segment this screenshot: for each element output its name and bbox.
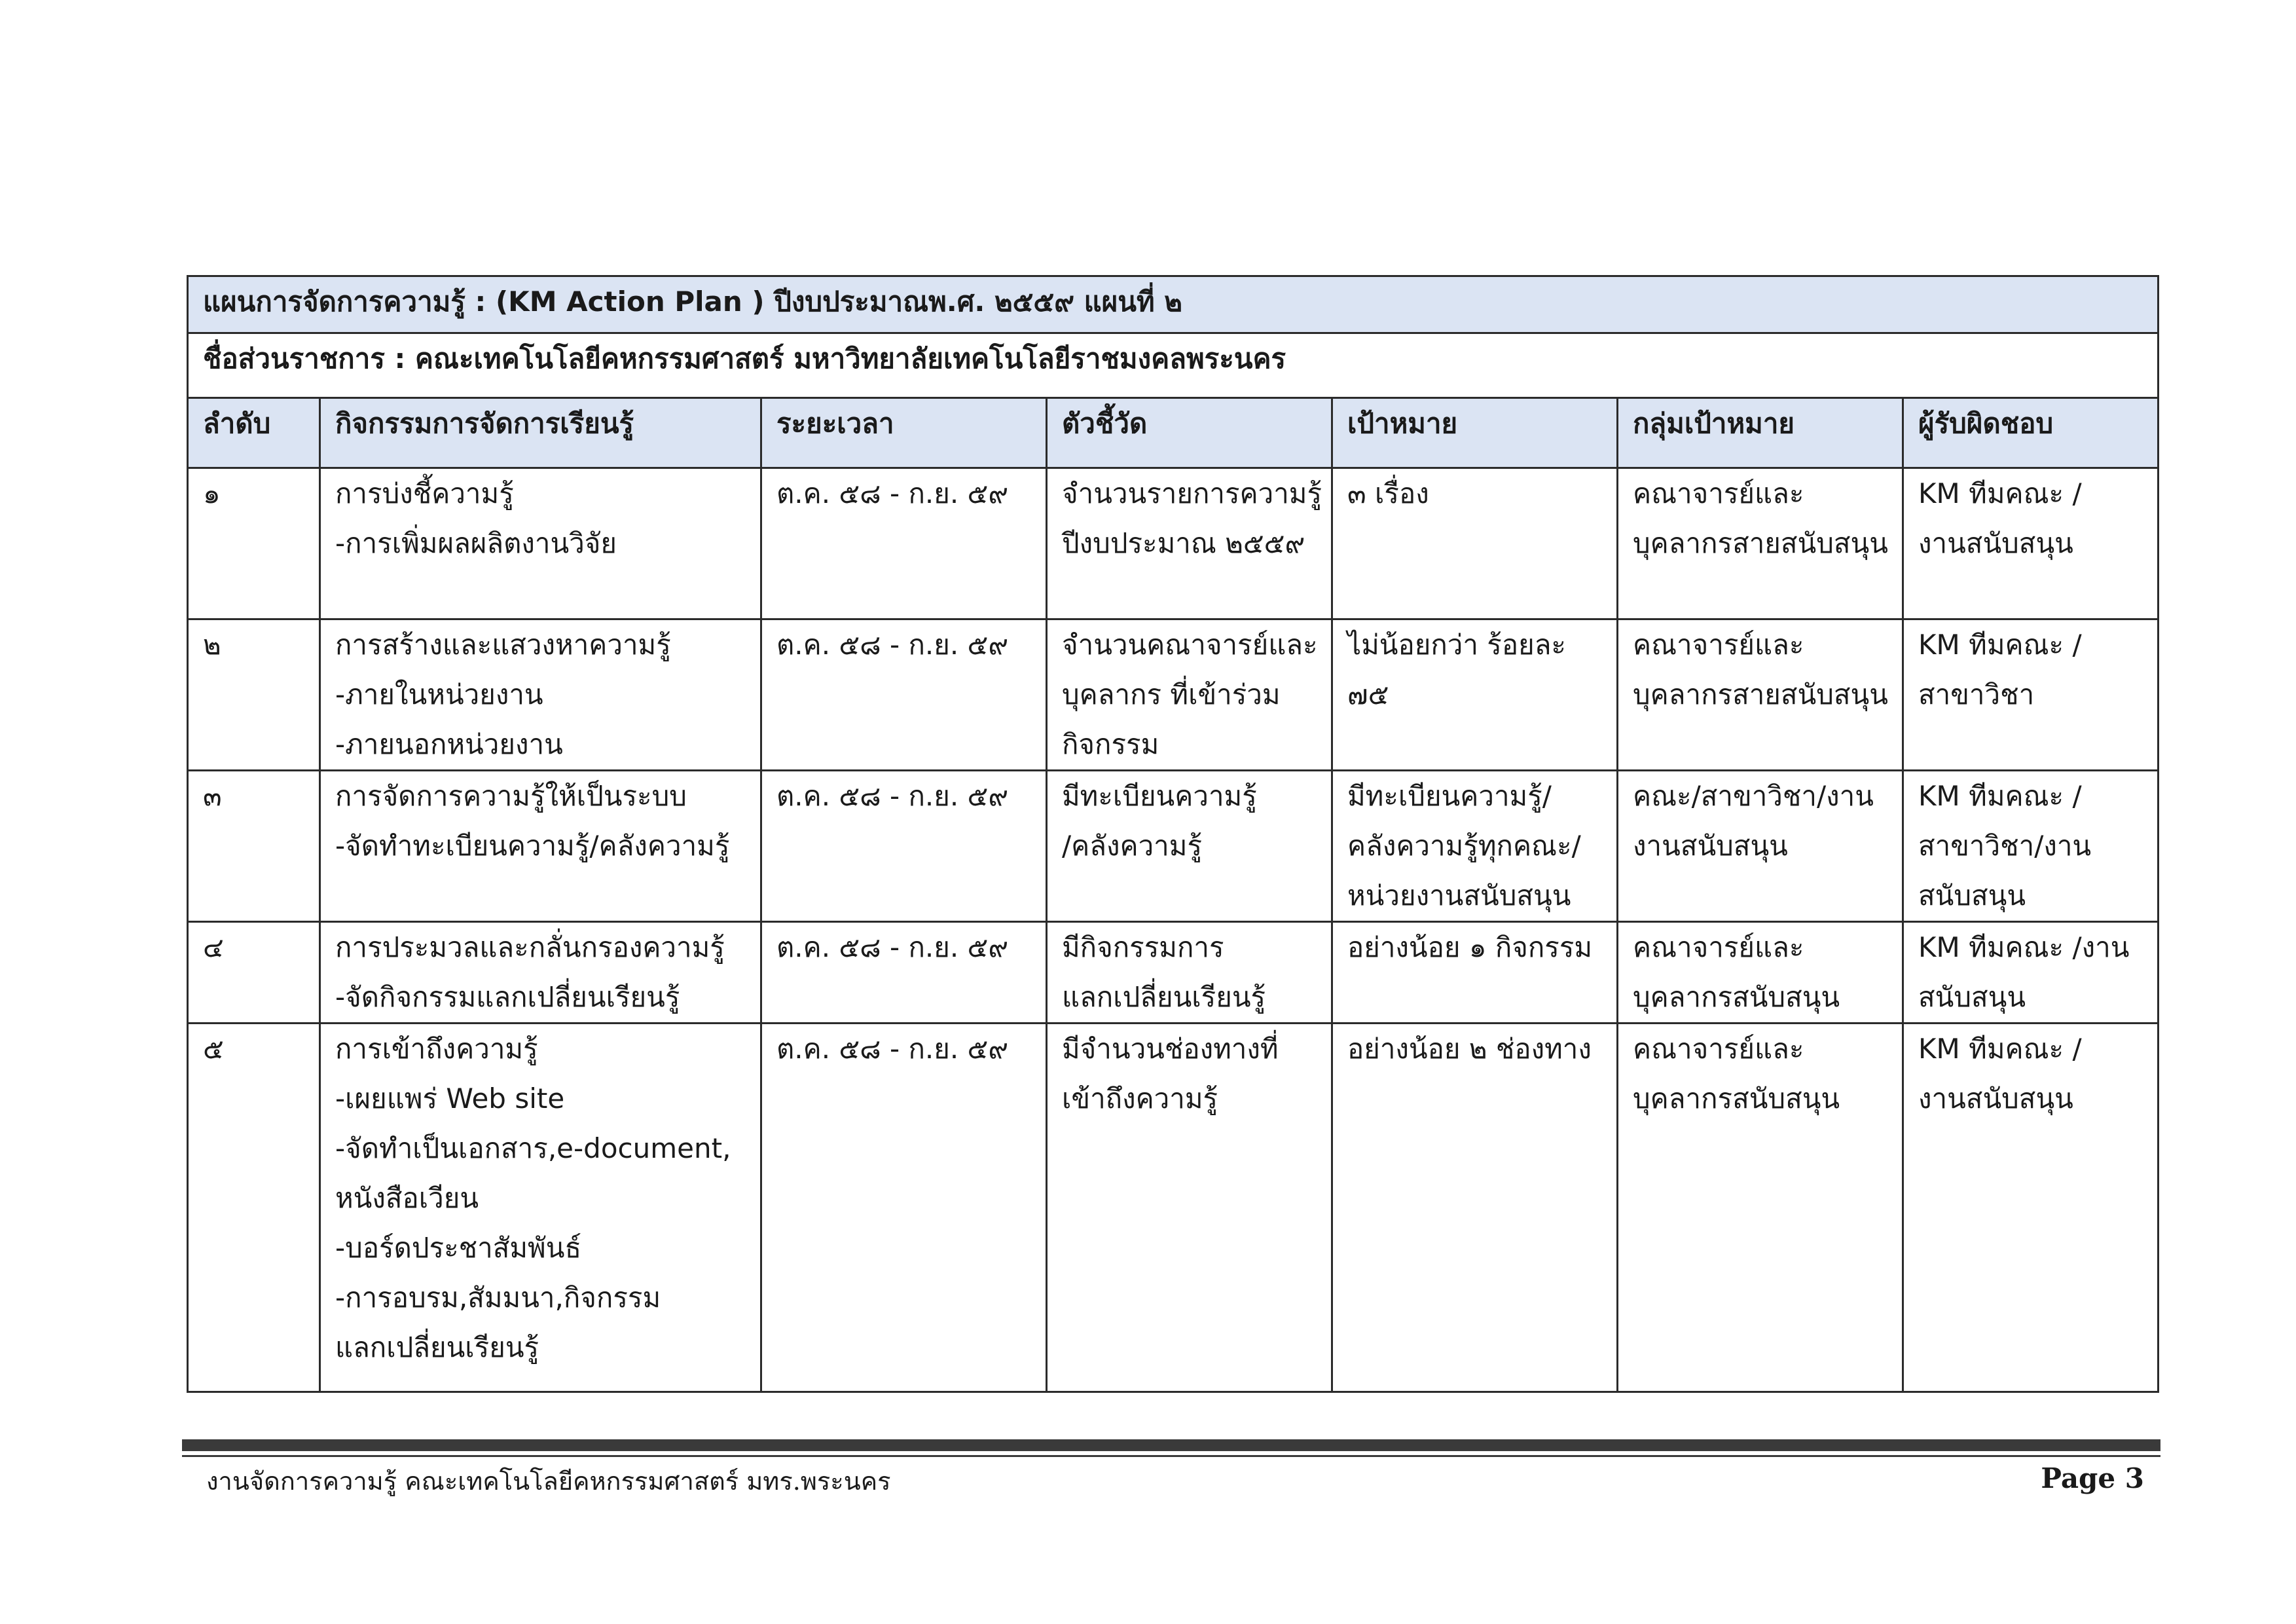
footer-divider bbox=[182, 1439, 2160, 1451]
header-period: ระยะเวลา bbox=[761, 398, 1047, 468]
activity-line: การบ่งชี้ความรู้ bbox=[335, 477, 514, 509]
table-row bbox=[188, 771, 2159, 922]
target-group-line: งานสนับสนุน bbox=[1633, 830, 1788, 862]
responsible-line: งานสนับสนุน bbox=[1918, 1082, 2073, 1115]
header-responsible: ผู้รับผิดชอบ bbox=[1903, 398, 2159, 468]
footer-divider-thin bbox=[182, 1455, 2160, 1457]
row-target-group bbox=[1618, 1024, 1903, 1392]
activity-line: -จัดกิจกรรมแลกเปลี่ยนเรียนรู้ bbox=[335, 981, 680, 1013]
row-responsible bbox=[1903, 922, 2159, 1024]
indicator-line: ปีงบประมาณ ๒๕๕๙ bbox=[1062, 527, 1305, 559]
target-group-line: คณาจารย์และ bbox=[1633, 931, 1804, 963]
indicator-line: จำนวนคณาจารย์และ bbox=[1062, 629, 1318, 661]
activity-line: -จัดทำทะเบียนความรู้/คลังความรู้ bbox=[335, 830, 730, 862]
table-row bbox=[188, 619, 2159, 771]
indicator-line: บุคลากร ที่เข้าร่วม bbox=[1062, 678, 1281, 710]
department-row bbox=[188, 333, 2159, 398]
row-period: ต.ค. ๕๘ - ก.ย. ๕๙ bbox=[761, 468, 1047, 619]
department-name: ชื่อส่วนราชการ : คณะเทคโนโลยีคหกรรมศาสตร์ มหาวิทยาลัยเทคโนโลยีราชมงคลพระนคร bbox=[188, 333, 2159, 398]
row-no: ๓ bbox=[188, 771, 320, 922]
indicator-line: กิจกรรม bbox=[1062, 728, 1159, 760]
row-activity bbox=[320, 619, 761, 771]
header-target: เป้าหมาย bbox=[1332, 398, 1618, 468]
activity-line: -การเพิ่มผลผลิตงานวิจัย bbox=[335, 527, 617, 559]
target-line: ๗๕ bbox=[1347, 678, 1389, 710]
activity-line: -การอบรม,สัมมนา,กิจกรรม bbox=[335, 1282, 661, 1314]
target-group-line: คณาจารย์และ bbox=[1633, 1033, 1804, 1065]
row-indicator bbox=[1047, 468, 1332, 619]
activity-line: การเข้าถึงความรู้ bbox=[335, 1033, 538, 1065]
target-line: ๓ เรื่อง bbox=[1347, 477, 1429, 509]
activity-line: หนังสือเวียน bbox=[335, 1182, 479, 1214]
row-period: ต.ค. ๕๘ - ก.ย. ๕๙ bbox=[761, 1024, 1047, 1392]
footer-department: งานจัดการความรู้ คณะเทคโนโลยีคหกรรมศาสตร์ มทร.พระนคร bbox=[206, 1467, 891, 1496]
responsible-line: KM ทีมคณะ / bbox=[1918, 477, 2082, 509]
table-title-row bbox=[188, 276, 2159, 333]
indicator-line: /คลังความรู้ bbox=[1062, 830, 1202, 862]
column-header-row bbox=[188, 398, 2159, 468]
target-line: อย่างน้อย ๒ ช่องทาง bbox=[1347, 1033, 1592, 1065]
plan-title: แผนการจัดการความรู้ : (KM Action Plan ) ปีงบประมาณพ.ศ. ๒๕๕๙ แผนที่ ๒ bbox=[188, 276, 2159, 333]
header-indicator: ตัวชี้วัด bbox=[1047, 398, 1332, 468]
row-no: ๕ bbox=[188, 1024, 320, 1392]
responsible-line: สาขาวิชา bbox=[1918, 678, 2035, 710]
row-activity bbox=[320, 1024, 761, 1392]
activity-line: การสร้างและแสวงหาความรู้ bbox=[335, 629, 671, 661]
row-indicator bbox=[1047, 1024, 1332, 1392]
row-indicator bbox=[1047, 922, 1332, 1024]
row-no: ๒ bbox=[188, 619, 320, 771]
row-activity bbox=[320, 922, 761, 1024]
table-row bbox=[188, 922, 2159, 1024]
target-group-line: คณะ/สาขาวิชา/งาน bbox=[1633, 780, 1874, 812]
indicator-line: แลกเปลี่ยนเรียนรู้ bbox=[1062, 981, 1266, 1013]
responsible-line: KM ทีมคณะ / bbox=[1918, 780, 2082, 812]
row-no: ๑ bbox=[188, 468, 320, 619]
activity-line: -ภายในหน่วยงาน bbox=[335, 678, 543, 710]
row-target bbox=[1332, 1024, 1618, 1392]
responsible-line: งานสนับสนุน bbox=[1918, 527, 2073, 559]
header-target-group: กลุ่มเป้าหมาย bbox=[1618, 398, 1903, 468]
row-responsible bbox=[1903, 468, 2159, 619]
activity-line: -จัดทำเป็นเอกสาร,e-document, bbox=[335, 1132, 731, 1164]
target-group-line: คณาจารย์และ bbox=[1633, 629, 1804, 661]
target-group-line: บุคลากรสายสนับสนุน bbox=[1633, 527, 1888, 559]
row-period: ต.ค. ๕๘ - ก.ย. ๕๙ bbox=[761, 771, 1047, 922]
responsible-line: สนับสนุน bbox=[1918, 981, 2026, 1013]
activity-line: -บอร์ดประชาสัมพันธ์ bbox=[335, 1232, 582, 1264]
responsible-line: KM ทีมคณะ / bbox=[1918, 629, 2082, 661]
row-target bbox=[1332, 771, 1618, 922]
row-target-group bbox=[1618, 619, 1903, 771]
row-activity bbox=[320, 468, 761, 619]
target-line: อย่างน้อย ๑ กิจกรรม bbox=[1347, 931, 1593, 963]
activity-line: การจัดการความรู้ให้เป็นระบบ bbox=[335, 780, 687, 812]
target-line: มีทะเบียนความรู้/ bbox=[1347, 780, 1552, 812]
responsible-line: KM ทีมคณะ / bbox=[1918, 1033, 2082, 1065]
row-responsible bbox=[1903, 771, 2159, 922]
target-group-line: บุคลากรสายสนับสนุน bbox=[1633, 678, 1888, 710]
row-responsible bbox=[1903, 619, 2159, 771]
row-period: ต.ค. ๕๘ - ก.ย. ๕๙ bbox=[761, 619, 1047, 771]
table-row bbox=[188, 468, 2159, 619]
indicator-line: เข้าถึงความรู้ bbox=[1062, 1082, 1218, 1115]
activity-line: แลกเปลี่ยนเรียนรู้ bbox=[335, 1331, 539, 1363]
target-group-line: คณาจารย์และ bbox=[1633, 477, 1804, 509]
target-line: หน่วยงานสนับสนุน bbox=[1347, 879, 1571, 912]
indicator-line: มีจำนวนช่องทางที่ bbox=[1062, 1033, 1279, 1065]
indicator-line: มีทะเบียนความรู้ bbox=[1062, 780, 1257, 812]
indicator-line: จำนวนรายการความรู้ bbox=[1062, 477, 1322, 509]
row-period: ต.ค. ๕๘ - ก.ย. ๕๙ bbox=[761, 922, 1047, 1024]
header-no: ลำดับ bbox=[188, 398, 320, 468]
row-target-group bbox=[1618, 468, 1903, 619]
row-target-group bbox=[1618, 922, 1903, 1024]
table-row bbox=[188, 1024, 2159, 1392]
activity-line: -ภายนอกหน่วยงาน bbox=[335, 728, 563, 760]
responsible-line: KM ทีมคณะ /งาน bbox=[1918, 931, 2130, 963]
row-target bbox=[1332, 619, 1618, 771]
target-group-line: บุคลากรสนับสนุน bbox=[1633, 1082, 1840, 1115]
row-target-group bbox=[1618, 771, 1903, 922]
row-no: ๔ bbox=[188, 922, 320, 1024]
responsible-line: สาขาวิชา/งาน bbox=[1918, 830, 2092, 862]
row-indicator bbox=[1047, 771, 1332, 922]
activity-line: -เผยแพร่ Web site bbox=[335, 1082, 565, 1115]
row-activity bbox=[320, 771, 761, 922]
row-indicator bbox=[1047, 619, 1332, 771]
row-responsible bbox=[1903, 1024, 2159, 1392]
target-group-line: บุคลากรสนับสนุน bbox=[1633, 981, 1840, 1013]
page-number: Page 3 bbox=[2041, 1462, 2144, 1494]
row-target bbox=[1332, 922, 1618, 1024]
responsible-line: สนับสนุน bbox=[1918, 879, 2026, 912]
row-target bbox=[1332, 468, 1618, 619]
indicator-line: มีกิจกรรมการ bbox=[1062, 931, 1224, 963]
target-line: ไม่น้อยกว่า ร้อยละ bbox=[1347, 629, 1566, 661]
activity-line: การประมวลและกลั่นกรองความรู้ bbox=[335, 931, 725, 963]
header-activity: กิจกรรมการจัดการเรียนรู้ bbox=[320, 398, 761, 468]
target-line: คลังความรู้ทุกคณะ/ bbox=[1347, 830, 1581, 862]
km-action-plan-table bbox=[187, 275, 2159, 1393]
